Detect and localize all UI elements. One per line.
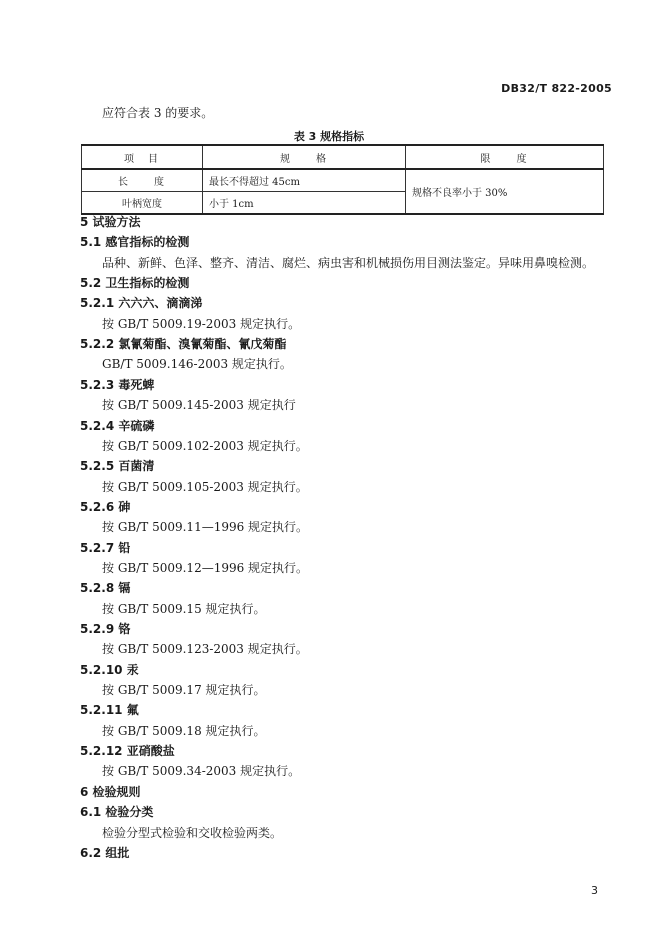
body-text: 检验分型式检验和交收检验两类。 — [102, 825, 283, 840]
section-heading: 6.2 组批 — [80, 845, 130, 860]
section-heading: 5.2.11 氟 — [80, 703, 139, 718]
spec-table — [81, 144, 604, 215]
body-text: 按 GB/T 5009.18 规定执行。 — [102, 723, 266, 738]
body-text: 按 GB/T 5009.11—1996 规定执行。 — [102, 520, 309, 535]
header-spec: 规 格 — [203, 145, 406, 169]
table-row — [82, 169, 604, 192]
document-code: DB32/T 822-2005 — [501, 82, 612, 95]
section-heading: 5.2.7 铅 — [80, 540, 131, 555]
body-text: 按 GB/T 5009.17 规定执行。 — [102, 683, 266, 698]
section-heading: 5.2.12 亚硝酸盐 — [80, 744, 175, 759]
table-caption: 表 3 规格指标 — [293, 130, 365, 143]
row-spec-length: 最长不得超过 45cm — [203, 169, 406, 192]
body-text: 按 GB/T 5009.105-2003 规定执行。 — [102, 479, 308, 494]
section-heading: 6 检验规则 — [80, 784, 141, 799]
page-number: 3 — [591, 884, 598, 897]
section-heading: 5 试验方法 — [80, 215, 141, 229]
body-text: 按 GB/T 5009.102-2003 规定执行。 — [102, 438, 308, 453]
row-spec-petiole-width: 小于 1cm — [203, 192, 406, 215]
header-limit: 限 度 — [406, 145, 604, 169]
section-heading: 5.2.4 辛硫磷 — [80, 418, 155, 433]
section-heading: 5.2.8 镉 — [80, 581, 131, 596]
row-item-petiole-width: 叶柄宽度 — [82, 192, 203, 215]
limit-cell: 规格不良率小于 30% — [406, 169, 604, 214]
table-header-row — [82, 145, 604, 169]
body-text: 按 GB/T 5009.123-2003 规定执行。 — [102, 642, 308, 657]
row-item-length: 长 度 — [82, 169, 203, 192]
section-heading: 6.1 检验分类 — [80, 805, 154, 820]
section-heading: 5.2.1 六六六、滴滴涕 — [80, 296, 203, 311]
section-heading: 5.2.10 汞 — [80, 662, 139, 677]
section-heading: 5.2.5 百菌清 — [80, 459, 155, 474]
section-heading: 5.2 卫生指标的检测 — [80, 276, 190, 291]
body-text: 按 GB/T 5009.12—1996 规定执行。 — [102, 560, 309, 575]
header-item: 项 目 — [82, 145, 203, 169]
body-text: 按 GB/T 5009.34-2003 规定执行。 — [102, 764, 301, 779]
body-text: 品种、新鲜、色泽、整齐、清洁、腐烂、病虫害和机械损伤用目测法鉴定。异味用鼻嗅检测。 — [102, 255, 595, 270]
body-text: 按 GB/T 5009.15 规定执行。 — [102, 601, 266, 616]
body-text: 按 GB/T 5009.19-2003 规定执行。 — [102, 316, 301, 331]
section-heading: 5.2.2 氯氰菊酯、溴氰菊酯、氰戊菊酯 — [80, 337, 287, 352]
section-heading: 5.2.3 毒死蜱 — [80, 377, 155, 392]
section-heading: 5.1 感官指标的检测 — [80, 235, 190, 250]
intro-paragraph: 应符合表 3 的要求。 — [102, 106, 214, 120]
body-text: GB/T 5009.146-2003 规定执行。 — [102, 357, 292, 372]
section-heading: 5.2.9 铬 — [80, 622, 131, 636]
section-heading: 5.2.6 砷 — [80, 499, 131, 514]
body-text: 按 GB/T 5009.145-2003 规定执行 — [102, 398, 296, 413]
